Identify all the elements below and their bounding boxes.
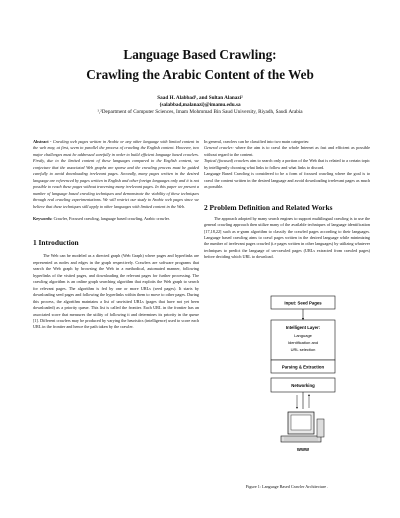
topical-label: Topical (focused) crawlers	[204, 158, 249, 164]
section2-heading: 2 Problem Definition and Related Works	[204, 202, 333, 212]
general-crawler-label: General crawler:	[204, 145, 234, 151]
authors: Saad H. Alabbad¹, and Sultan Alanazi²	[157, 95, 243, 101]
figure-caption: Figure 1: Language Based Crawler Architecture .	[245, 484, 329, 489]
paper-title-line1: Language Based Crawling:	[123, 47, 277, 62]
emails: {salabbad,malanazi}@imamu.edu.sa	[159, 102, 241, 108]
abstract-label: Abstract -	[33, 139, 52, 144]
right-intro: In general, crawlers can be classified into two main categories:	[204, 139, 310, 144]
intel-label-4: URL selection	[290, 347, 316, 352]
right-column	[204, 139, 370, 261]
abstract-text: Crawling web pages written in Arabic or any other language with limited content in the web may, at first, seem to parallel the process of crawling the English content. However, two major challenges must be addressed carefully in order to build efficient language based crawlers. Firstly, due to the limited content of these languages compared to the English content, we conjecture that the associated Web graphs are sparse and the crawling process must be guided carefully to avoid downloading irrelevant pages. Secondly, many pages written in the desired language are referenced by pages written in English and other foreign languages only and it is not possible to reach these pages without traversing many irrelevant pages. In this paper we present a number of language based crawling techniques and demonstrate the viability of these techniques through real crawling experimentations. We will restrict our study to Arabic web pages since we believe that these techniques still apply to other languages with limited content in the Web.	[33, 139, 200, 209]
left-column	[33, 139, 199, 331]
networking-label: Networking	[291, 383, 315, 388]
keywords-label: Keywords:	[33, 215, 53, 221]
section1-heading: 1 Introduction	[33, 238, 79, 248]
parsing-label: Parsing & Extraction	[281, 364, 325, 370]
topical-text: aim to search only a portion of the Web that is related to a certain topic by intelligently choosing what links to follow and what links to discard.	[204, 158, 371, 170]
keywords-text: Crawler, Focused crawling, language based crawling, Arabic crawler.	[53, 215, 170, 221]
intel-label-1: Intelligent Layer:	[285, 325, 321, 330]
keywords	[33, 216, 199, 222]
www-label: WWW	[296, 447, 310, 452]
architecture-diagram	[257, 291, 349, 481]
section2-paragraph: The approach adopted by many search engines to support multilingual crawling is to use the general crawling approach then utilize many of the available techniques of language identification [17,18,22] such as n-gram algorithm to classify the crawled pages according to their languages. Language based crawling aims to crawl pages written in the desired language while minimizing the number of irrelevant pages crawled (i.e pages written in other languages) by utilizing whatever techniques to predict the language of un-crawled pages (URLs extracted from crawled pages) before deciding which URL to download.	[204, 215, 370, 260]
architecture-figure	[257, 291, 349, 481]
affiliation: ¹,²Department of Computer Sciences, Imam Mohmmad Bin Saud University, Riyadh, Saudi Arabia	[97, 109, 303, 115]
intro-paragraph: The Web can be modeled as a directed graph (Web Graph) where pages and hyperlinks are represented as nodes and edges in the graph respectively. Crawlers are software programs that search the Web graph by browsing the Web in a methodical, automated manner, following hyperlinks of the visited pages, and downloading the relevant pages for further processing. The crawling algorithm is an online graph searching algorithm that exploits the Web graph to search for relevant pages. The algorithm is fed by one or more URLs (seed pages). It starts by downloading seed pages and following the hyperlinks within them to move to other pages. During this process, the algorithm maintains a list of unvisited URLs (pages that have not yet been downloaded) as a priority queue. This list is called the frontier. Each URL in the frontier has an associated score that measures the utility of following it and determines its priority in the queue [1]. Different crawlers may be produced by varying the heuristics (intelligence) used to score each URL in the frontier and hence the path taken by the crawler.	[33, 253, 199, 330]
intel-label-2: Language	[294, 333, 312, 338]
intel-label-3: Identification and	[287, 340, 319, 345]
language-crawling-def: Language Based Crawling is considered to be a form of focused crawling where the goal is to crawl the content written in the desired language and avoid downloading irrelevant pages as much as possible.	[204, 171, 370, 190]
general-crawler-def	[204, 145, 370, 158]
computer-icon	[281, 412, 324, 442]
general-crawler-text: where the aim is to crawl the whole Internet as fast and efficient as possible without regard to the content.	[204, 145, 371, 157]
seed-box-label: Input: Seed Pages	[284, 300, 322, 306]
topical-crawler-def	[204, 158, 370, 171]
paper-title-line2: Crawling the Arabic Content of the Web	[86, 67, 314, 82]
abstract	[33, 139, 199, 210]
